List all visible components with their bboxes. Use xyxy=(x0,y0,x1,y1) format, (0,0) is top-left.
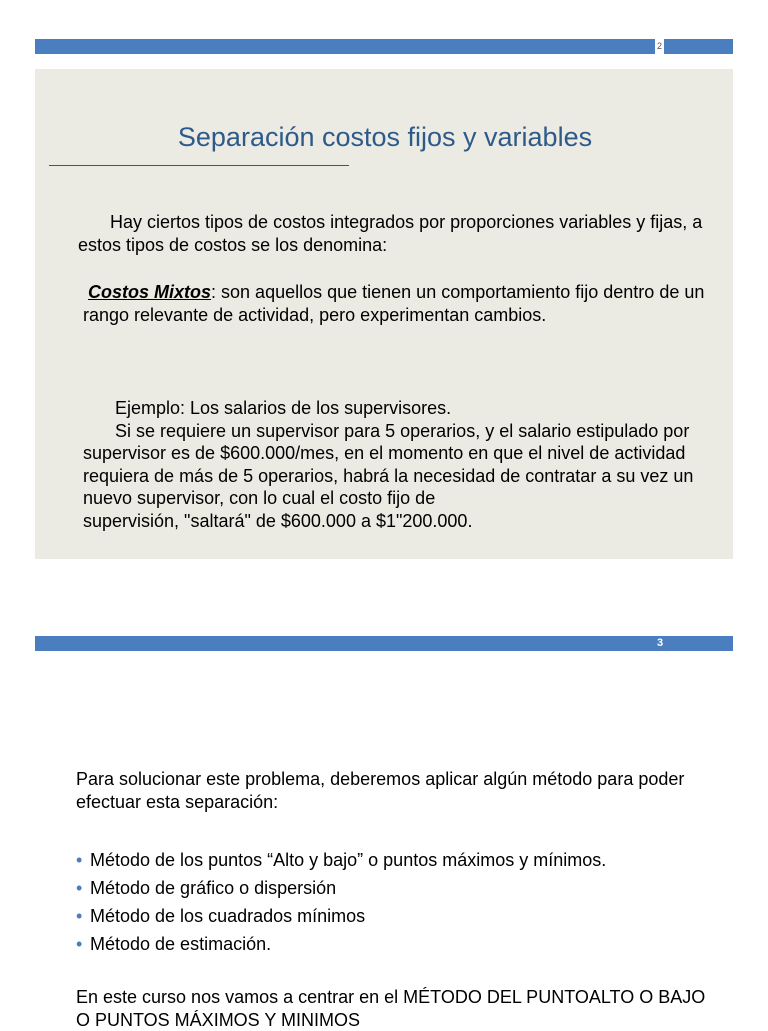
bullet-icon: • xyxy=(76,878,83,898)
slide3-intro: Para solucionar este problema, deberemos aplicar algún método para poder efectuar esta separación: xyxy=(76,769,685,812)
list-item: • Método de los cuadrados mínimos xyxy=(76,902,606,930)
bullet-icon: • xyxy=(76,850,83,870)
definition-paragraph: Costos Mixtos: son aquellos que tienen un comportamiento fijo dentro de un rango relevante de actividad, pero experimentan cambios. xyxy=(83,282,705,325)
list-item: • Método de los puntos “Alto y bajo” o puntos máximos y mínimos. xyxy=(76,846,606,874)
intro-paragraph: Hay ciertos tipos de costos integrados por proporciones variables y fijas, a estos tipos de costos se los denomina: xyxy=(78,212,703,255)
header-bar xyxy=(35,39,733,54)
term-costos-mixtos: Costos Mixtos xyxy=(88,282,212,302)
page-number: 2 xyxy=(655,39,664,54)
slide-title: Separación costos fijos y variables xyxy=(177,122,593,152)
header-bar-2 xyxy=(35,636,733,651)
methods-list xyxy=(76,846,606,958)
bullet-icon: • xyxy=(76,934,83,954)
page-number-2: 3 xyxy=(657,637,664,649)
list-item: • Método de gráfico o dispersión xyxy=(76,874,606,902)
bullet-icon: • xyxy=(76,906,83,926)
slide-2 xyxy=(35,69,733,559)
title-underline xyxy=(49,165,349,166)
list-item: • Método de estimación. xyxy=(76,930,606,958)
closing-paragraph: En este curso nos vamos a centrar en el MÉTODO DEL PUNTOALTO O BAJO O PUNTOS MÁXIMOS Y MINIMOS xyxy=(76,987,706,1030)
example-paragraph: Ejemplo: Los salarios de los supervisores. Si se requiere un supervisor para 5 operarios, y el salario estipulado por supervisor es de $600.000/mes, en el momento en que el nivel de actividad requiera de más de 5 operarios, habrá la necesidad de contratar a su vez un nuevo supervisor, con lo cual el costo fijo de supervisión, "saltará" de $600.000 a $1"200.000. xyxy=(83,398,694,531)
